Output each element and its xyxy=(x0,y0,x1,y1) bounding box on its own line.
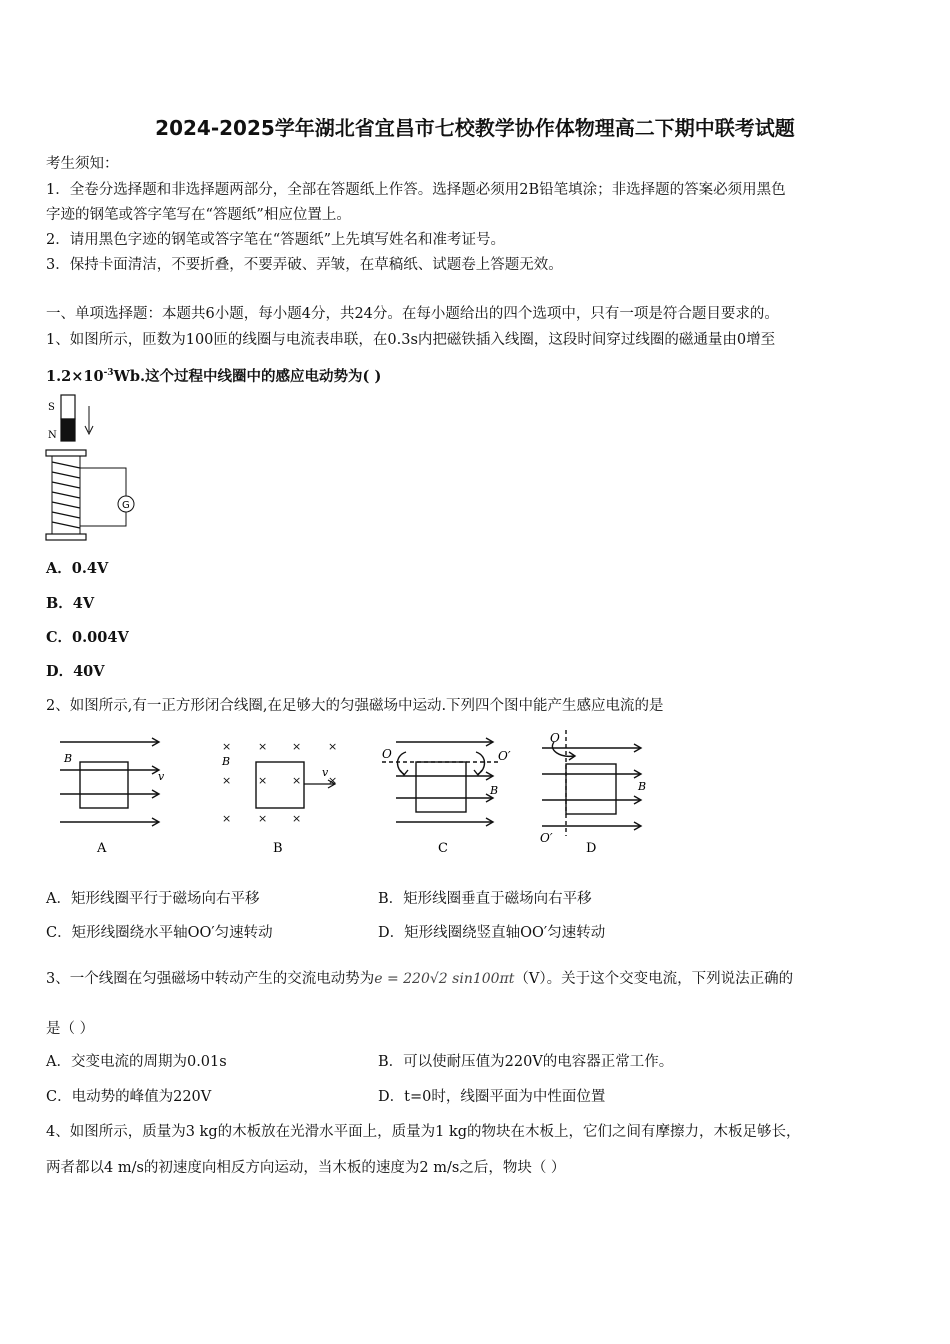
q2-option-c: C．矩形线圈绕水平轴OO′匀速转动 xyxy=(46,925,273,941)
svg-text:×: × xyxy=(292,740,302,753)
notice-item: 2．请用黑色字迹的钢笔或答字笔在“答题纸”上先填写姓名和准考证号。 xyxy=(46,232,506,248)
q2-option-d: D．矩形线圈绕竖直轴OO′匀速转动 xyxy=(378,925,606,941)
axis-label-o: O xyxy=(550,731,560,745)
emf-formula: e = 220√2 sin100πt xyxy=(374,971,515,987)
svg-text:×: × xyxy=(328,740,338,753)
question-3-stem: 3、一个线圈在匀强磁场中转动产生的交流电动势为e = 220√2 sin100πt（V）。关于这个交变电流，下列说法正确的 xyxy=(46,971,794,987)
magnet-n-label: N xyxy=(48,430,57,441)
field-label-b: B xyxy=(222,755,231,768)
svg-text:×: × xyxy=(222,740,232,753)
page-title: 2024-2025学年湖北省宜昌市七校教学协作体物理高二下期中联考试题 xyxy=(155,116,795,140)
svg-text:×: × xyxy=(258,774,268,787)
q1-option-c: C．0.004V xyxy=(46,629,129,646)
q2-figure-a xyxy=(58,730,170,858)
svg-text:×: × xyxy=(292,774,302,787)
q2-option-b: B．矩形线圈垂直于磁场向右平移 xyxy=(378,891,592,907)
q3-option-b: B．可以使耐压值为220V的电容器正常工作。 xyxy=(378,1054,674,1070)
q2-figure-b xyxy=(218,730,346,858)
q3-option-a: A．交变电流的周期为0.01s xyxy=(46,1054,227,1070)
section-heading: 一、单项选择题：本题共6小题，每小题4分，共24分。在每小题给出的四个选项中，只有一项是符合题目要求的。 xyxy=(46,306,779,322)
notice-heading: 考生须知： xyxy=(46,156,119,172)
svg-text:×: × xyxy=(222,812,232,825)
field-label-b: B xyxy=(638,780,647,793)
field-label-b: B xyxy=(64,752,73,765)
q2-figure-d xyxy=(538,728,653,858)
magnet-s-label: S xyxy=(48,402,55,413)
velocity-label: v xyxy=(158,770,165,783)
q3-option-c: C．电动势的峰值为220V xyxy=(46,1089,212,1105)
question-1-line2: $1.2\times 10^{-3}Wb$.这个过程中线圈中的感应电动势为( ) xyxy=(46,368,382,385)
svg-text:×: × xyxy=(222,774,232,787)
q2-option-a: A．矩形线圈平行于磁场向右平移 xyxy=(46,891,260,907)
question-2-stem: 2、如图所示,有一正方形闭合线圈,在足够大的匀强磁场中运动.下列四个图中能产生感应电流的是 xyxy=(46,698,664,714)
figure-caption-d: D xyxy=(586,841,597,856)
q2-figure-c xyxy=(378,730,518,858)
q1-option-a: A．0.4V xyxy=(46,560,109,577)
notice-item: 3．保持卡面清洁，不要折叠，不要弄破、弄皱，在草稿纸、试题卷上答题无效。 xyxy=(46,257,563,273)
q3-option-d: D．t=0时，线圈平面为中性面位置 xyxy=(378,1089,606,1105)
svg-text:×: × xyxy=(328,774,338,787)
svg-text:×: × xyxy=(292,812,302,825)
question-4-line1: 4、如图所示，质量为3 kg的木板放在光滑水平面上，质量为1 kg的物块在木板上，它们之间有摩擦力，木板足够长， xyxy=(46,1124,801,1140)
svg-text:×: × xyxy=(258,812,268,825)
figure-caption-c: C xyxy=(438,841,448,856)
q1-option-b: B．4V xyxy=(46,595,95,612)
q1-option-d: D．40V xyxy=(46,663,105,680)
field-label-b: B xyxy=(490,784,499,797)
axis-label-o: O xyxy=(382,747,392,761)
axis-label-o-prime: O′ xyxy=(540,831,553,845)
axis-label-o-prime: O′ xyxy=(498,749,511,763)
galvanometer-label: G xyxy=(122,500,130,511)
question-3-stem-end: 是（ ） xyxy=(46,1021,95,1037)
question-1-line1: 1、如图所示，匝数为100匝的线圈与电流表串联，在0.3s内把磁铁插入线圈，这段时间穿过线圈的磁通量由0增至 xyxy=(46,332,776,348)
notice-item: 1．全卷分选择题和非选择题两部分，全部在答题纸上作答。选择题必须用2B铅笔填涂；非选择题的答案必须用黑色 xyxy=(46,182,786,198)
svg-text:×: × xyxy=(258,740,268,753)
question-4-line2: 两者都以4 m/s的初速度向相反方向运动，当木板的速度为2 m/s之后，物块（ ） xyxy=(46,1160,566,1176)
figure-caption-b: B xyxy=(273,841,283,856)
notice-item: 字迹的钢笔或答字笔写在“答题纸”相应位置上。 xyxy=(46,207,351,223)
figure-caption-a: A xyxy=(97,841,107,856)
velocity-label: v xyxy=(322,766,329,779)
question-1-figure xyxy=(44,392,139,544)
